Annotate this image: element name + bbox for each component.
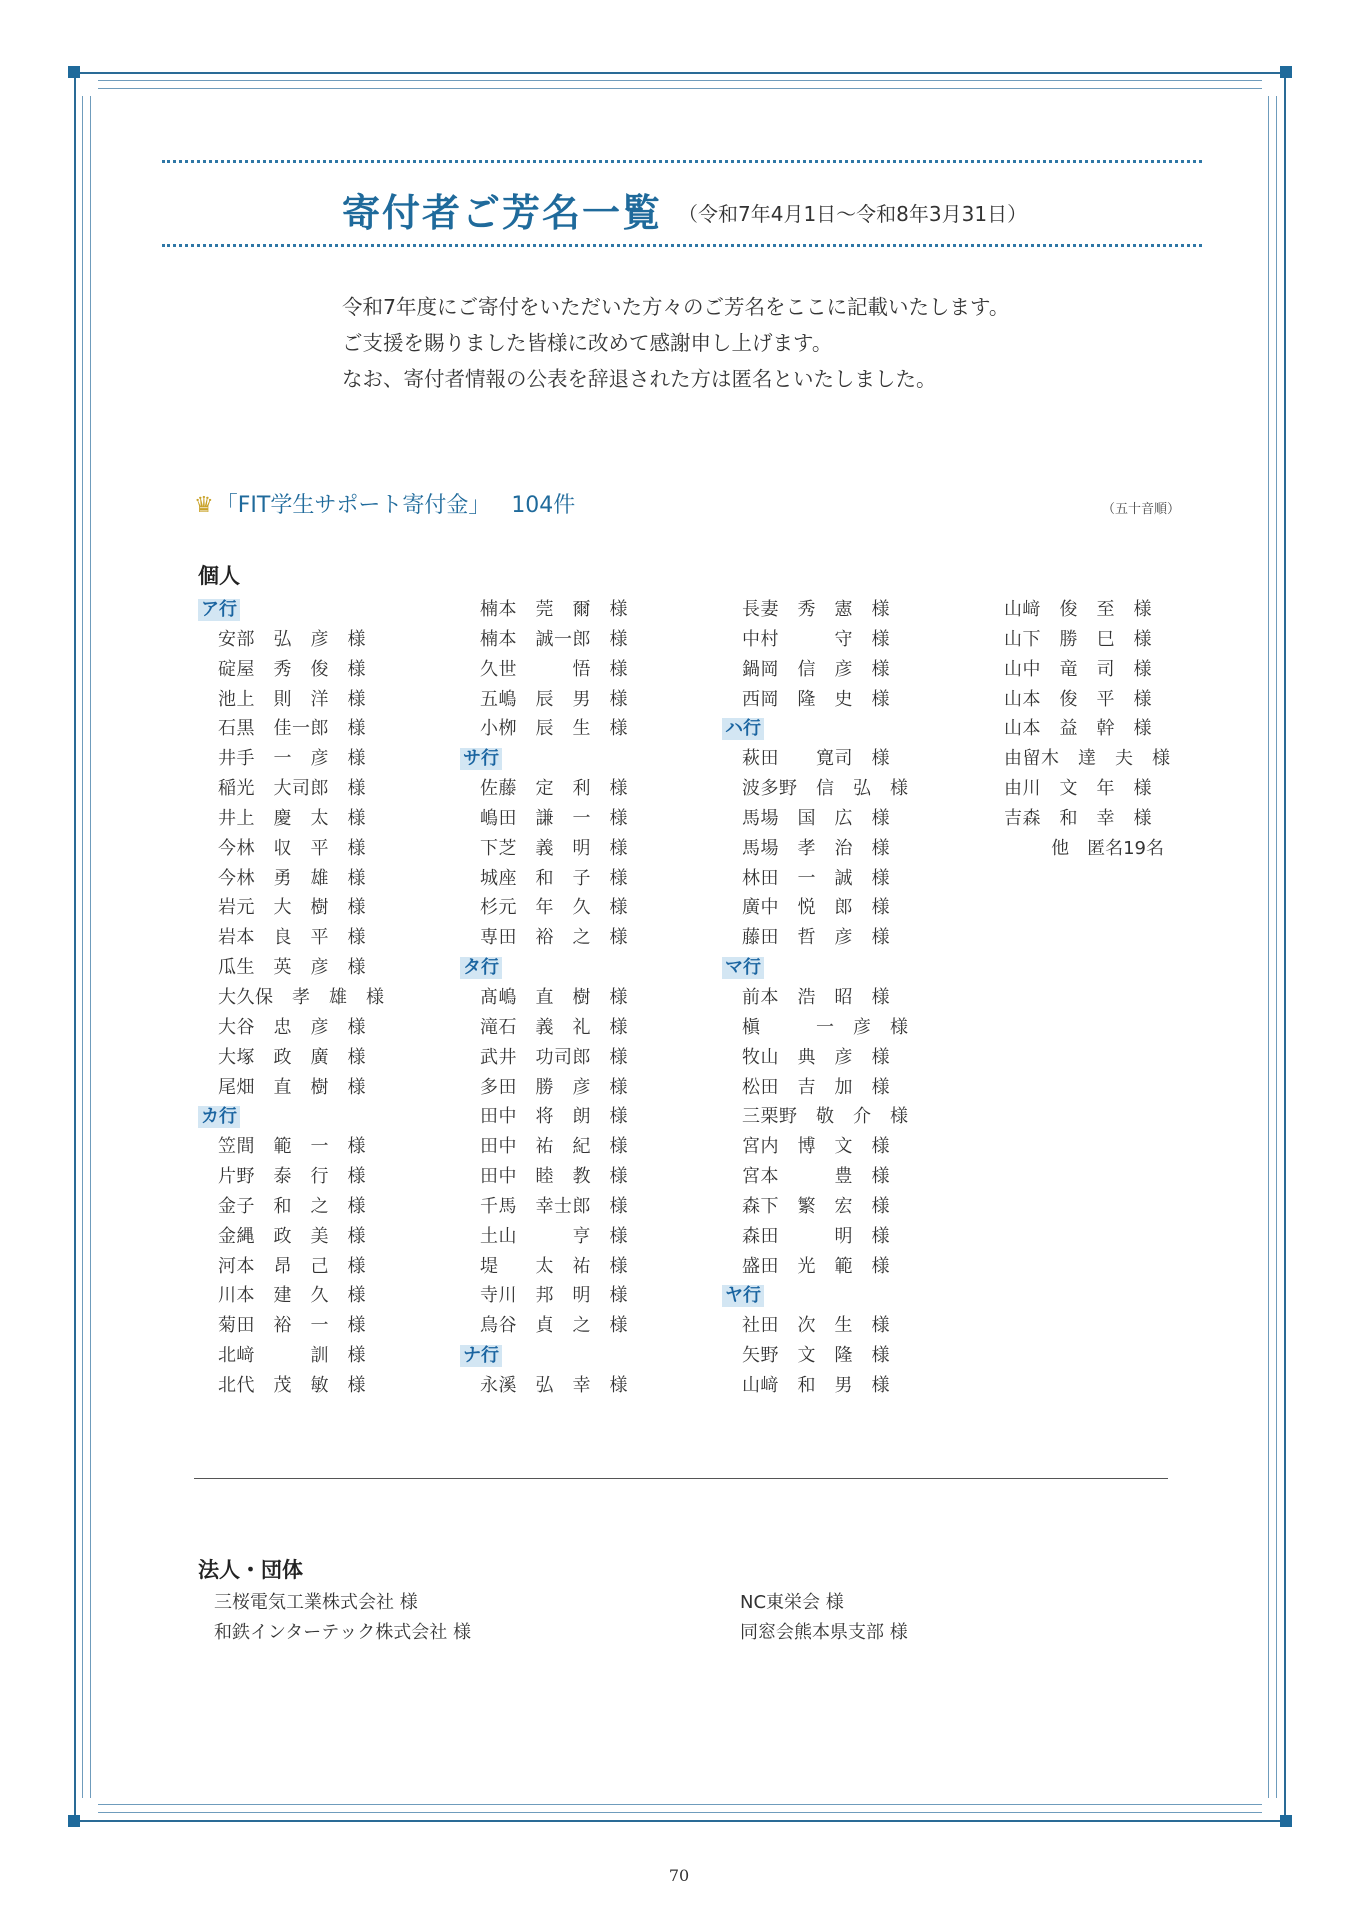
donor-column-3	[722, 595, 922, 1401]
donor-name: 馬場 孝 治 様	[742, 837, 890, 859]
donor-name: 山下 勝 巳 様	[1004, 628, 1152, 650]
donor-name: 矢野 文 隆 様	[742, 1345, 890, 1367]
donor-column-4	[984, 595, 1171, 864]
donor-name: 楠本 誠一郎 様	[480, 628, 628, 650]
donor-name: 土山 亨 様	[480, 1225, 628, 1247]
corner-square-tl	[68, 66, 80, 78]
donor-name: 菊田 裕 一 様	[218, 1315, 366, 1337]
donor-name: 宮内 博 文 様	[742, 1136, 890, 1158]
donor-name: 石黒 佳一郎 様	[218, 718, 366, 740]
donor-name: 山﨑 俊 至 様	[1004, 599, 1152, 620]
corner-square-br	[1280, 1815, 1292, 1827]
individuals-heading: 個人	[198, 564, 240, 588]
donor-name: 三栗野 敬 介 様	[742, 1106, 909, 1128]
donor-name: 川本 建 久 様	[218, 1285, 366, 1307]
intro-line-1: 令和7年度にご寄付をいただいた方々のご芳名をここに記載いたします。	[342, 295, 1010, 319]
donor-name: 安部 弘 彦 様	[218, 628, 366, 650]
donor-name: 稲光 大司郎 様	[218, 778, 366, 800]
donor-name: 嶋田 謙 一 様	[480, 807, 628, 829]
corp-left-1: 三桜電気工業株式会社 様	[214, 1592, 418, 1613]
donor-name: 松田 吉 加 様	[742, 1076, 890, 1098]
corner-square-bl	[68, 1815, 80, 1827]
donor-name: 鍋岡 信 彦 様	[742, 658, 890, 680]
page-title: 寄付者ご芳名一覧	[342, 191, 663, 235]
donor-name: 牧山 典 彦 様	[742, 1046, 890, 1068]
donor-name: 井上 慶 太 様	[218, 807, 366, 829]
donor-name: 瓜生 英 彦 様	[218, 957, 366, 979]
donor-name: 山本 俊 平 様	[1004, 688, 1152, 710]
gyo-label-text: タ行	[460, 957, 502, 979]
fund-title: 「FIT学生サポート寄付金」	[215, 493, 491, 518]
donor-name: 槇 一 彦 様	[742, 1016, 909, 1038]
donor-name: 田中 祐 紀 様	[480, 1136, 628, 1158]
donor-name: 五嶋 辰 男 様	[480, 688, 628, 710]
gyo-label	[198, 1102, 398, 1132]
donor-name: 山﨑 和 男 様	[742, 1374, 890, 1396]
gyo-label	[722, 1281, 922, 1311]
gyo-label-text: ア行	[198, 599, 240, 621]
donor-name: 金子 和 之 様	[218, 1195, 366, 1217]
donor-name: 藤田 哲 彦 様	[742, 927, 890, 949]
gyo-label-text: ハ行	[722, 718, 764, 740]
donor-name: 廣中 悦 郎 様	[742, 897, 890, 919]
donor-name: 碇屋 秀 俊 様	[218, 658, 366, 680]
gyo-label	[460, 953, 660, 983]
donor-name: 萩田 寛司 様	[742, 748, 890, 770]
donor-name: 武井 功司郎 様	[480, 1046, 628, 1068]
donor-name: 堤 太 祐 様	[480, 1255, 628, 1277]
donor-name: 吉森 和 幸 様	[1004, 807, 1152, 829]
donor-name: 下芝 義 明 様	[480, 837, 628, 859]
donor-name: 久世 悟 様	[480, 658, 628, 680]
donor-column-2	[460, 595, 660, 1401]
page-number: 70	[668, 1866, 690, 1885]
gyo-label-text: マ行	[722, 957, 764, 979]
donor-name: 永溪 弘 幸 様	[480, 1374, 628, 1396]
donor-name: 河本 昂 己 様	[218, 1255, 366, 1277]
fund-count: 104件	[511, 493, 576, 518]
donor-name: 今林 収 平 様	[218, 837, 366, 859]
fund-heading	[194, 488, 575, 519]
donor-name: 森下 繁 宏 様	[742, 1195, 890, 1217]
period-note: （令和7年4月1日〜令和8年3月31日）	[678, 202, 1028, 226]
donor-name: 宮本 豊 様	[742, 1166, 890, 1188]
donor-name: 大久保 孝 雄 様	[218, 986, 385, 1008]
corp-right-1: NC東栄会 様	[740, 1592, 844, 1613]
donor-name: 山本 益 幹 様	[1004, 718, 1152, 740]
donor-name: 杉元 年 久 様	[480, 897, 628, 919]
crown-icon: ♛	[194, 493, 214, 518]
donor-name: 前本 浩 昭 様	[742, 986, 890, 1008]
sort-order-note: （五十音順）	[1102, 502, 1181, 517]
donor-name: 佐藤 定 利 様	[480, 778, 628, 800]
gyo-label-text: ヤ行	[722, 1285, 764, 1307]
anonymous-count: 他 匿名19名	[1051, 837, 1164, 859]
donor-name: 盛田 光 範 様	[742, 1255, 890, 1277]
donor-name: 笠間 範 一 様	[218, 1136, 366, 1158]
donor-column-1	[198, 595, 398, 1401]
donor-name: 西岡 隆 史 様	[742, 688, 890, 710]
corner-square-tr	[1280, 66, 1292, 78]
donor-name: 金縄 政 美 様	[218, 1225, 366, 1247]
donor-name: 岩本 良 平 様	[218, 927, 366, 949]
donor-name: 尾畑 直 樹 様	[218, 1076, 366, 1098]
donor-name: 岩元 大 樹 様	[218, 897, 366, 919]
gyo-label-text: カ行	[198, 1106, 240, 1128]
title-divider-bottom	[162, 244, 1202, 247]
gyo-label	[198, 595, 398, 625]
donor-name: 小栁 辰 生 様	[480, 718, 628, 740]
corp-left-2: 和鉄インターテック株式会社 様	[214, 1622, 472, 1643]
intro-line-2: ご支援を賜りました皆様に改めて感謝申し上げます。	[342, 331, 833, 355]
donor-name: 森田 明 様	[742, 1225, 890, 1247]
donor-name: 寺川 邦 明 様	[480, 1285, 628, 1307]
gyo-label	[460, 744, 660, 774]
donor-name: 井手 一 彦 様	[218, 748, 366, 770]
donor-name: 由留木 達 夫 様	[1004, 748, 1171, 770]
donor-name: 北代 茂 敏 様	[218, 1374, 366, 1396]
donor-name: 由川 文 年 様	[1004, 778, 1152, 800]
donor-name: 中村 守 様	[742, 628, 890, 650]
donor-name: 千馬 幸士郎 様	[480, 1195, 628, 1217]
gyo-label	[460, 1341, 660, 1371]
donor-name: 鳥谷 貞 之 様	[480, 1315, 628, 1337]
corporations-heading: 法人・団体	[198, 1558, 303, 1582]
donor-name: 髙嶋 直 樹 様	[480, 986, 628, 1008]
gyo-label-text: サ行	[460, 748, 502, 770]
donor-name: 楠本 莞 爾 様	[480, 599, 628, 620]
donor-name: 林田 一 誠 様	[742, 867, 890, 889]
donor-name: 社田 次 生 様	[742, 1315, 890, 1337]
donor-name: 専田 裕 之 様	[480, 927, 628, 949]
intro-line-3: なお、寄付者情報の公表を辞退された方は匿名といたしました。	[342, 367, 937, 391]
donor-name: 大塚 政 廣 様	[218, 1046, 366, 1068]
donor-name: 多田 勝 彦 様	[480, 1076, 628, 1098]
donor-name: 城座 和 子 様	[480, 867, 628, 889]
donor-name: 山中 竜 司 様	[1004, 658, 1152, 680]
donor-name: 長妻 秀 憲 様	[742, 599, 890, 620]
corp-right-2: 同窓会熊本県支部 様	[740, 1622, 908, 1643]
donor-name: 北﨑 訓 様	[218, 1345, 366, 1367]
donor-name: 滝石 義 礼 様	[480, 1016, 628, 1038]
gyo-label	[722, 714, 922, 744]
gyo-label-text: ナ行	[460, 1345, 502, 1367]
gyo-label	[722, 953, 922, 983]
title-divider-top	[162, 160, 1202, 163]
donor-name: 片野 泰 行 様	[218, 1166, 366, 1188]
donor-name: 田中 睦 教 様	[480, 1166, 628, 1188]
section-divider	[194, 1478, 1168, 1479]
donor-name: 田中 将 朗 様	[480, 1106, 628, 1128]
donor-name: 今林 勇 雄 様	[218, 867, 366, 889]
donor-name: 池上 則 洋 様	[218, 688, 366, 710]
donor-name: 大谷 忠 彦 様	[218, 1016, 366, 1038]
donor-name: 馬場 国 広 様	[742, 807, 890, 829]
donor-name: 波多野 信 弘 様	[742, 778, 909, 800]
